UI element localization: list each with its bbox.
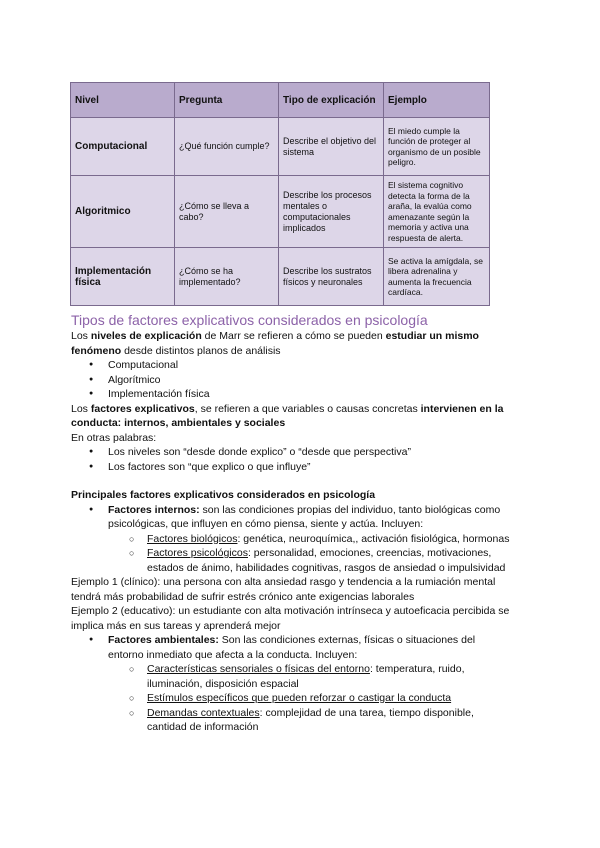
text-run: , se refieren a que variables o causas concretas	[194, 402, 421, 415]
list-item: ● Algorítmico	[71, 373, 511, 388]
text-run: : temperatura, ruido, iluminación, disposición espacial	[147, 663, 465, 690]
cell-tipo: Describe los procesos mentales o computacionales implicados	[279, 176, 384, 248]
header-tipo: Tipo de explicación	[279, 83, 384, 118]
list-item-ambientales	[71, 633, 511, 735]
table-row	[71, 118, 490, 176]
underlined-run: Características sensoriales o físicas del entorno	[147, 663, 370, 675]
sub-list-item	[71, 706, 511, 735]
list-item: ● Los niveles son “desde donde explico” o “desde que perspectiva”	[71, 445, 511, 460]
cell-nivel: Implementación física	[71, 248, 175, 306]
text-run: : genética, neuroquímica,, activación fisiológica, hormonas	[237, 532, 510, 545]
ambientales-list	[71, 633, 511, 735]
underlined-run: Estímulos específicos que pueden reforzar o castigar la conducta	[147, 692, 452, 704]
list-item: ● Los factores son “que explico o que influye”	[71, 460, 511, 475]
cell-nivel: Computacional	[71, 118, 175, 176]
text-run: son las condiciones propias del individuo, tanto biológicas como psicológicas, que influyen en cómo piensa, siente y actúa. Incluyen:	[108, 503, 501, 530]
bold-run: factores explicativos	[90, 402, 195, 415]
subsection-heading: Principales factores explicativos considerados en psicología	[71, 489, 376, 501]
cell-pregunta: ¿Cómo se ha implementado?	[175, 248, 279, 306]
bold-run: estudiar un mismo fenómeno	[71, 330, 479, 357]
header-nivel: Nivel	[71, 83, 175, 118]
sub-list-item	[71, 546, 511, 575]
cell-tipo: Describe el objetivo del sistema	[279, 118, 384, 176]
underlined-run: Factores biológicos	[147, 532, 238, 545]
levels-list	[71, 358, 511, 402]
cell-ejemplo: El sistema cognitivo detecta la forma de la araña, la evalúa como amenazante según la memoria y activa una respuesta de alerta.	[384, 176, 490, 248]
paragraph-niveles	[71, 329, 511, 358]
paragraph-ejemplo-2: Ejemplo 2 (educativo): un estudiante con alta motivación intrínseca y autoeficacia percibida se implica más en sus tareas y aprenderá mejor	[71, 605, 510, 632]
section-heading: Tipos de factores explicativos considerados en psicología	[71, 312, 428, 328]
underlined-run: Factores psicológicos	[147, 547, 248, 559]
text-run: de Marr se refieren a cómo se pueden	[201, 330, 386, 342]
table-row	[71, 248, 490, 306]
summary-list	[71, 445, 511, 474]
header-pregunta: Pregunta	[175, 83, 279, 118]
cell-pregunta: ¿Cómo se lleva a cabo?	[175, 176, 279, 248]
table-row	[71, 176, 490, 248]
marr-levels-table	[70, 82, 490, 306]
text-run: : personalidad, emociones, creencias, motivaciones, estados de ánimo, habilidades cognitivas, rasgos de ansiedad o impulsividad	[147, 547, 506, 574]
list-item-internos	[71, 503, 511, 576]
text-run: desde distintos planos de análisis	[121, 344, 281, 357]
list-item: ● Computacional	[71, 358, 511, 373]
text-run: : complejidad de una tarea, tiempo disponible, cantidad de información	[147, 706, 474, 733]
text-run: Los	[71, 402, 91, 415]
bold-run: Factores internos:	[108, 503, 200, 516]
internos-list	[71, 503, 511, 576]
cell-tipo: Describe los sustratos físicos y neuronales	[279, 248, 384, 306]
text-run: Son las condiciones externas, físicas o situaciones del entorno inmediato que afecta a la conducta. Incluyen:	[108, 634, 476, 661]
cell-ejemplo: Se activa la amígdala, se libera adrenalina y aumenta la frecuencia cardíaca.	[384, 248, 490, 306]
paragraph-ejemplo-1: Ejemplo 1 (clínico): una persona con alta ansiedad rasgo y tendencia a la rumiación mental tendrá más probabilidad de sufrir estrés crónico ante exigencias laborales	[71, 576, 496, 603]
cell-pregunta: ¿Qué función cumple?	[175, 118, 279, 176]
cell-nivel: Algoritmico	[71, 176, 175, 248]
ambientales-sublist	[108, 662, 511, 735]
bold-run: Factores ambientales:	[108, 634, 219, 646]
text-run: Los	[71, 330, 91, 342]
paragraph-factores	[71, 402, 511, 431]
sub-list-item	[71, 662, 511, 691]
paragraph-otras-palabras: En otras palabras:	[71, 431, 157, 444]
sub-list-item	[71, 532, 511, 547]
list-item: ● Implementación física	[71, 387, 511, 402]
document-body	[71, 311, 511, 735]
bold-run: intervienen en la conducta: internos, ambientales y sociales	[71, 402, 504, 429]
sub-list-item	[71, 691, 511, 706]
bold-run: niveles de explicación	[90, 330, 202, 342]
cell-ejemplo: El miedo cumple la función de proteger al organismo de un posible peligro.	[384, 118, 490, 176]
table-header-row	[71, 83, 490, 118]
underlined-run: Demandas contextuales	[147, 706, 260, 719]
header-ejemplo: Ejemplo	[384, 83, 490, 118]
internos-sublist	[108, 532, 511, 576]
